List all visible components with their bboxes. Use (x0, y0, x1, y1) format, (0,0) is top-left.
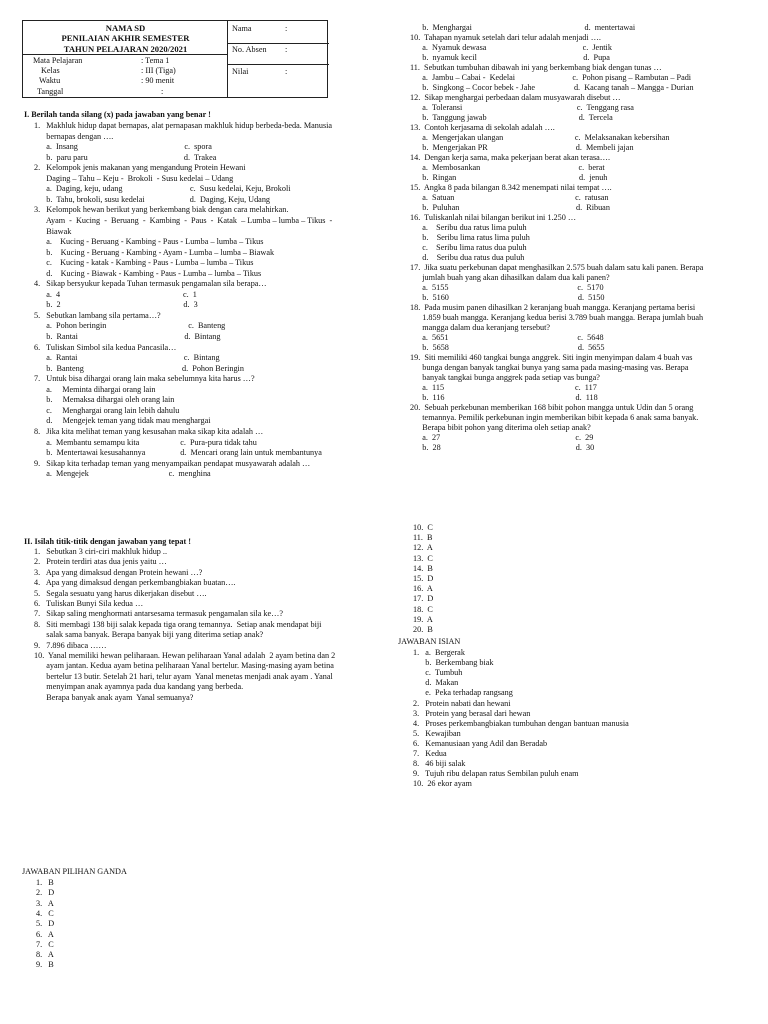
text-line: 2. Protein terdiri atas dua jenis yaitu … (34, 557, 167, 567)
text-line: b. Memaksa dihargai oleh orang lain (34, 395, 175, 405)
text-line: a. Membantu semampu kita c. Pura-pura tidak tahu (34, 437, 257, 447)
text-line: bunga dengan banyak tangkai bunya yang sama pada masing-masing vas. Berapa (410, 363, 689, 372)
text-line: 18. C (413, 604, 433, 614)
text-line: 7. Sikap saling menghormati antarsesama termasuk pengamalan sila ke…? (34, 609, 283, 619)
text-line: 16. A (413, 584, 433, 594)
nilai-colon: : (285, 67, 288, 76)
field-label: Tanggal (37, 87, 64, 96)
answer-isian-title: JAWABAN ISIAN (398, 637, 461, 646)
field-value: : 90 menit (141, 76, 175, 85)
text-line: b. Banteng d. Pohon Beringin (34, 363, 244, 373)
field-value: : III (Tiga) (141, 66, 176, 75)
name-colon: : (285, 24, 288, 33)
text-line: 15. Angka 8 pada bilangan 8.342 menempati nilai tempat …. (410, 183, 612, 192)
text-line: 9. 7.896 dibaca …… (34, 640, 107, 650)
text-line: 10. Yanal memiliki hewan peliharaan. Hewan peliharaan Yanal adalah 2 ayam betina dan 2 (34, 651, 336, 660)
text-line: 15. D (413, 574, 434, 583)
text-line: 1. a. Bergerak (413, 648, 465, 657)
text-line: b. Mentertawai kesusahannya d. Mencari orang lain untuk membantunya (34, 448, 322, 458)
text-line: 7. Kedua (413, 749, 447, 758)
exam-title: PENILAIAN AKHIR SEMESTER (61, 33, 190, 43)
text-line: b. 5160 d. 5150 (410, 293, 605, 302)
answer-pg-title: JAWABAN PILIHAN GANDA (22, 867, 127, 876)
text-line: 8. Jika kita melihat teman yang kesusahan maka sikap kita adalah … (34, 426, 264, 436)
text-line: 9. B (36, 960, 54, 970)
text-line: temannya. Pemilik perkebunan ingin memberikan bibit kepada 6 anak sama banyak. (410, 413, 699, 422)
text-line: a. 27 c. 29 (410, 433, 594, 442)
text-line: Berapa bibit pohon yang diterima oleh setiap anak? (410, 423, 591, 432)
text-line: a. Satuan c. ratusan (410, 193, 609, 202)
text-line: 19. A (413, 614, 433, 624)
text-line: a. Mengerjakan ulangan c. Melaksanakan kebersihan (410, 133, 670, 142)
field-label: Kelas (41, 66, 60, 75)
text-line: b. Mengerjakan PR d. Membeli jajan (410, 143, 634, 152)
absen-label: No. Absen (232, 45, 267, 54)
text-line: 19. Siti memiliki 460 tangkai bunga anggrek. Siti ingin menyimpan dalam 4 buah vas (410, 353, 693, 362)
field-value: : Tema 1 (141, 56, 170, 65)
text-line: a. Jambu – Cabai - Kedelai c. Pohon pisang – Rambutan – Padi (410, 73, 692, 82)
text-line: 8. A (36, 950, 54, 960)
text-line: 1.859 buah mangga. Keranjang kedua berisi 3.789 buah mangga. Berapa jumlah buah (410, 313, 704, 322)
text-line: 5. Sebutkan lambang sila pertama…? (34, 310, 161, 320)
text-line: salak sama banyak. Berapa banyak biji yang diterima setiap anak? (34, 630, 264, 640)
text-line: bernapas dengan …. (34, 131, 114, 141)
section2-title: II. Isilah titik-titik dengan jawaban yang tepat ! (24, 537, 191, 546)
text-line: 7. Untuk bisa dihargai orang lain maka sebelumnya kita harus …? (34, 374, 255, 384)
text-line: 20. B (413, 625, 433, 634)
text-line: 3. Kelompok hewan berikut yang berkembang biak dengan cara melahirkan. (34, 205, 289, 215)
text-line: 4. C (36, 908, 54, 918)
text-line: 11. B (413, 533, 433, 543)
header-left (23, 21, 228, 97)
text-line: 4. Sikap bersyukur kepada Tuhan termasuk pengamalan sila berapa… (34, 279, 267, 289)
text-line: Daging – Tahu – Keju - Brokoli - Susu kedelai – Udang (34, 173, 234, 183)
text-line: Biawak (34, 226, 72, 236)
text-line: 8. Siti membagi 138 biji salak kepada tiga orang temannya. Setiap anak mendapat biji (34, 619, 322, 629)
text-line: a. Seribu dua ratus lima puluh (410, 223, 527, 232)
absen-colon: : (285, 45, 288, 54)
field-label: Mata Pelajaran (33, 56, 83, 65)
text-line: 1. B (36, 878, 54, 887)
text-line: b. Tanggung jawab d. Tercela (410, 113, 613, 122)
text-line: 17. Jika suatu perkebunan dapat menghasilkan 2.575 buah dalam satu kali panen. Berapa (410, 263, 704, 272)
text-line: c. Kucing - katak - Kambing - Paus - Lumba – lumba – Tikus (34, 258, 254, 268)
text-line: 18. Pada musim panen dihasilkan 2 keranjang buah mangga. Keranjang pertama berisi (410, 303, 696, 312)
text-line: d. Seribu dua ratus dua puluh (410, 253, 525, 262)
text-line: 10. Tahapan nyamuk setelah dari telur adalah menjadi …. (410, 33, 601, 42)
text-line: 3. Apa yang dimaksud dengan Protein hewani …? (34, 567, 203, 577)
text-line: 5. Kewajiban (413, 728, 461, 738)
text-line: d. Mengejek teman yang tidak mau menghargai (34, 416, 211, 426)
text-line: b. 5658 d. 5655 (410, 343, 605, 352)
field-value: : (161, 87, 164, 96)
text-line: 4. Apa yang dimaksud dengan perkembangbiakan buatan…. (34, 578, 236, 588)
text-line: 2. Kelompok jenis makanan yang mengandung Protein Hewani (34, 163, 246, 173)
text-line: banyak tangkai bunga anggrek pada setiap vas bunga? (410, 373, 600, 382)
text-line: b. 28 d. 30 (410, 443, 595, 452)
text-line: 13. C (413, 553, 433, 563)
text-line: b. Tahu, brokoli, susu kedelai d. Daging, Keju, Udang (34, 194, 271, 204)
text-line: c. Menghargai orang lain lebih dahulu (34, 405, 180, 415)
text-line: a. Kucing - Beruang - Kambing - Paus - Lumba – lumba – Tikus (34, 237, 264, 247)
text-line: b. Singkong – Cocor bebek - Jahe d. Kacang tanah – Mangga - Durian (410, 83, 694, 92)
text-line: b. Menghargai d. mentertawai (410, 23, 636, 32)
text-line: c. Tumbuh (413, 668, 463, 678)
text-line: d. Makan (413, 678, 459, 688)
text-line: b. 2 d. 3 (34, 300, 198, 310)
text-line: 11. Sebutkan tumbuhan dibawah ini yang berkembang biak dengan tunas … (410, 63, 662, 72)
text-line: a. Mengejek c. menghina (34, 469, 211, 479)
school-year: TAHUN PELAJARAN 2020/2021 (63, 44, 188, 54)
text-line: 10. C (413, 523, 433, 532)
text-line: 6. Tuliskan Simbol sila kedua Pancasila… (34, 342, 177, 352)
text-line: a. 115 c. 117 (410, 383, 597, 392)
text-line: a. Rantai c. Bintang (34, 353, 220, 363)
text-line: 1. Sebutkan 3 ciri-ciri makhluk hidup .. (34, 547, 168, 556)
text-line: 10. 26 ekor ayam (413, 779, 472, 789)
text-line: a. Nyamuk dewasa c. Jentik (410, 43, 612, 52)
text-line: 12. Sikap menghargai perbedaan dalam musyawarah disebut … (410, 93, 621, 102)
text-line: a. 5155 c. 5170 (410, 283, 604, 292)
text-line: 5. D (36, 919, 55, 929)
text-line: Berapa banyak anak ayam Yanal semuanya? (34, 692, 194, 702)
text-line: b. Kucing - Beruang - Kambing - Ayam - Lumba – lumba – Biawak (34, 247, 275, 257)
text-line: c. Seribu lima ratus dua puluh (410, 243, 527, 252)
text-line: 16. Tuliskanlah nilai bilangan berikut ini 1.250 … (410, 213, 577, 222)
text-line: b. paru paru d. Trakea (34, 152, 217, 162)
text-line: 14. Dengan kerja sama, maka pekerjaan berat akan terasa…. (410, 153, 611, 162)
text-line: 6. A (36, 929, 54, 939)
text-line: a. Daging, keju, udang c. Susu kedelai, Keju, Brokoli (34, 184, 291, 194)
text-line: jumlah buah yang akan dihasilkan dalam dua kali panen? (410, 273, 610, 282)
text-line: mangga dalam dua keranjang tersebut? (410, 323, 551, 332)
text-line: b. Berkembang biak (413, 658, 494, 668)
text-line: 20. Sebuah perkebunan memberikan 168 bibit pohon mangga untuk Udin dan 5 orang (410, 403, 694, 412)
text-line: bertelur 13 butir. Setelah 21 hari, telur ayam Yanal menetas menjadi anak ayam . Yanal (34, 671, 333, 681)
name-label: Nama (232, 24, 252, 33)
text-line: a. Meminta dihargai orang lain (34, 384, 156, 394)
text-line: b. Rantai d. Bintang (34, 332, 221, 341)
text-line: d. Kucing - Biawak - Kambing - Paus - Lumba – lumba – Tikus (34, 268, 262, 278)
text-line: e. Peka terhadap rangsang (413, 688, 513, 698)
text-line: 13. Contoh kerjasama di sekolah adalah …. (410, 123, 555, 132)
text-line: a. Toleransi c. Tenggang rasa (410, 103, 634, 112)
text-line: 8. 46 biji salak (413, 759, 466, 769)
text-line: b. Seribu lima ratus lima puluh (410, 233, 530, 242)
text-line: ayam jantan. Kedua ayam betina peliharaan Yanal bertelur. Masing-masing ayam betina (34, 661, 334, 671)
text-line: 2. D (36, 888, 55, 898)
field-label: Waktu (39, 76, 61, 85)
text-line: 6. Tuliskan Bunyi Sila kedua … (34, 599, 144, 608)
nilai-label: Nilai (232, 67, 249, 76)
text-line: a. Membosankan c. berat (410, 163, 605, 172)
school-name: NAMA SD (105, 23, 146, 33)
text-line: 9. Sikap kita terhadap teman yang menyampaikan pendapat musyawarah adalah … (34, 458, 311, 468)
text-line: 7. C (36, 939, 54, 949)
text-line: 4. Proses perkembangbiakan tumbuhan dengan bantuan manusia (413, 718, 629, 728)
text-line: Ayam - Kucing - Beruang - Kambing - Paus - Katak – Lumba – lumba – Tikus - (34, 215, 333, 225)
text-line: a. Pohon beringin c. Banteng (34, 321, 226, 331)
text-line: 3. A (36, 898, 54, 908)
text-line: 2. Protein nabati dan hewani (413, 698, 511, 708)
text-line: menyimpan anak ayamnya pada dua kandang yang berbeda. (34, 682, 244, 692)
text-line: b. 116 d. 118 (410, 393, 598, 402)
text-line: 5. Segala sesuatu yang harus dikerjakan disebut …. (34, 588, 207, 598)
text-line: a. 5651 c. 5648 (410, 333, 604, 342)
text-line: 3. Protein yang berasal dari hewan (413, 708, 531, 718)
text-line: a. 4 c. 1 (34, 289, 197, 299)
text-line: 17. D (413, 594, 434, 604)
text-line: 1. Makhluk hidup dapat bernapas, alat pernapasan makhluk hidup berbeda-beda. Manusia (34, 121, 333, 130)
text-line: 12. A (413, 543, 433, 553)
header-table (22, 20, 328, 98)
text-line: b. Ringan d. jenuh (410, 173, 608, 182)
text-line: b. Puluhan d. Ribuan (410, 203, 610, 212)
text-line: b. nyamuk kecil d. Pupa (410, 53, 610, 62)
text-line: 9. Tujuh ribu delapan ratus Sembilan puluh enam (413, 769, 579, 779)
text-line: 14. B (413, 563, 433, 573)
text-line: 6. Kemanusiaan yang Adil dan Beradab (413, 738, 548, 748)
text-line: a. Insang c. spora (34, 142, 212, 152)
section1-title: I. Berilah tanda silang (x) pada jawaban yang benar ! (24, 110, 211, 119)
